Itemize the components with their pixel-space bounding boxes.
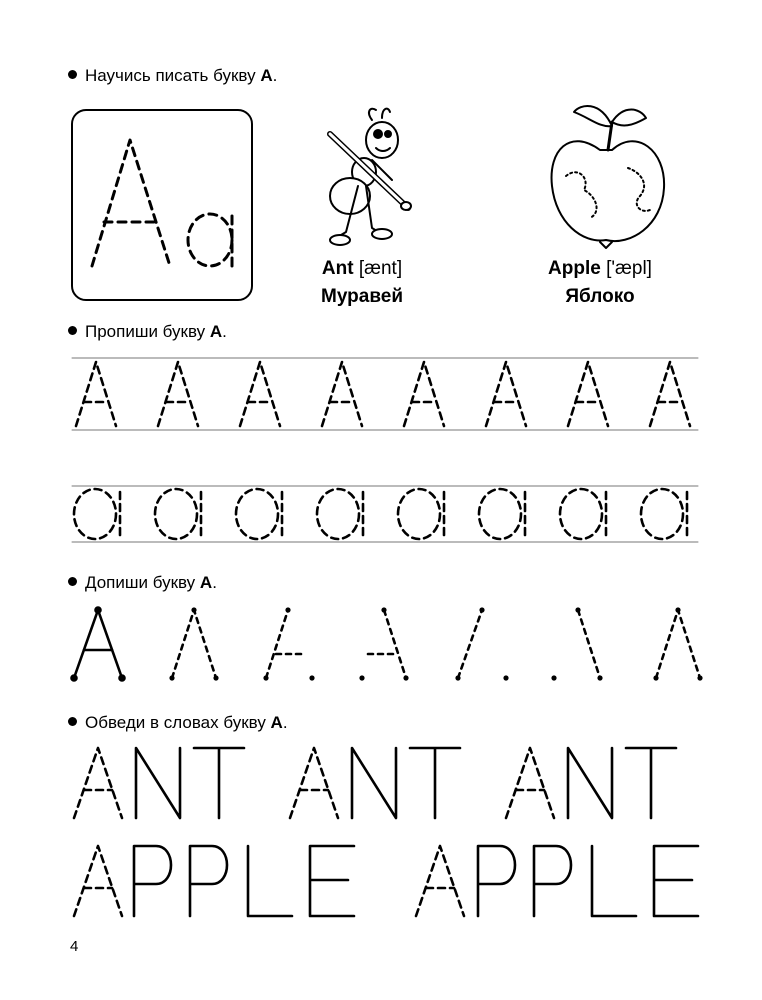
instruction-complete: Допиши букву А.	[68, 573, 217, 593]
ant-icon	[330, 109, 411, 245]
uppercase-a-tracing	[404, 362, 444, 426]
lowercase-a-tracing	[74, 489, 120, 540]
uppercase-a-tracing	[486, 362, 526, 426]
uppercase-a-tracing	[650, 362, 690, 426]
page-number: 4	[70, 938, 79, 955]
lowercase-a-tracing	[317, 489, 363, 540]
vocab-apple-word: Apple ['æpl]	[548, 258, 652, 279]
lowercase-a-tracing	[641, 489, 687, 540]
letter-card	[72, 110, 252, 300]
uppercase-a-tracing	[322, 362, 362, 426]
instruction-write: Пропиши букву А.	[68, 322, 227, 342]
lowercase-a-tracing	[398, 489, 444, 540]
complete-letter-row	[72, 607, 703, 680]
uppercase-a-tracing	[76, 362, 116, 426]
vocab-apple-translation: Яблоко	[565, 286, 635, 307]
card-uppercase-a	[92, 140, 170, 266]
trace-words-apple	[74, 846, 698, 916]
lowercase-practice-row	[74, 489, 687, 540]
apple-icon	[552, 106, 665, 248]
ruled-lines	[72, 358, 698, 542]
uppercase-a-tracing	[158, 362, 198, 426]
lowercase-a-tracing	[479, 489, 525, 540]
lowercase-a-tracing	[155, 489, 201, 540]
instruction-trace-words: Обведи в словах букву А.	[68, 713, 288, 733]
lowercase-a-tracing	[236, 489, 282, 540]
trace-words-ant	[74, 748, 676, 818]
vocab-ant-word: Ant [ænt]	[321, 258, 403, 279]
instruction-learn: Научись писать букву А.	[68, 66, 277, 86]
vocab-ant-translation: Муравей	[321, 286, 403, 307]
uppercase-a-tracing	[568, 362, 608, 426]
uppercase-practice-row	[76, 362, 690, 426]
lowercase-a-tracing	[560, 489, 606, 540]
uppercase-a-tracing	[240, 362, 280, 426]
